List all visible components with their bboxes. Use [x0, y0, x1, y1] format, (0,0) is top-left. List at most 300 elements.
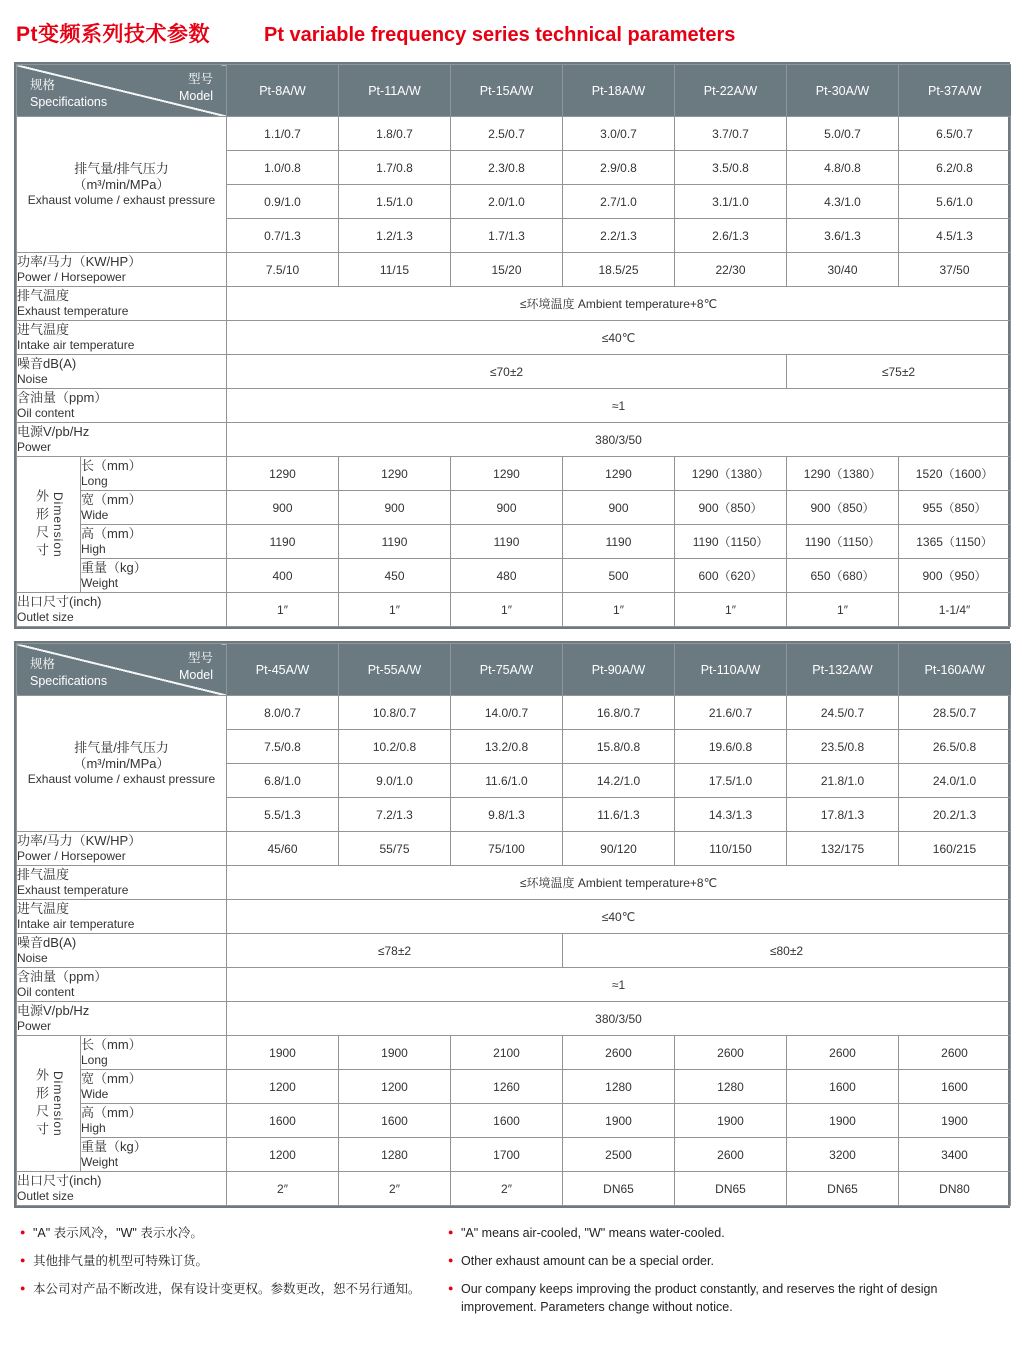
spec-table-1 — [14, 62, 1010, 629]
sublabel-en: High — [81, 542, 106, 557]
value-cell: ≈1 — [227, 968, 1011, 1002]
sublabel-en: Wide — [81, 1087, 109, 1102]
value-cell: 1″ — [451, 593, 563, 627]
row-label-outlet — [17, 1172, 227, 1206]
bullet-icon: ● — [20, 1254, 26, 1265]
sublabel-en: Weight — [81, 1155, 119, 1170]
value-cell: 4.3/1.0 — [787, 185, 899, 219]
value-cell: 400 — [227, 559, 339, 593]
spec-table — [16, 64, 1011, 627]
model-header-cell: Pt-37A/W — [899, 65, 1011, 117]
model-header-cell: Pt-132A/W — [787, 644, 899, 696]
value-cell: 1290（1380） — [787, 457, 899, 491]
row-label-exhaust-temp-zh: 排气温度 — [17, 287, 70, 303]
value-cell: 1600 — [451, 1104, 563, 1138]
value-cell: 1260 — [451, 1070, 563, 1104]
footnote-item — [20, 1224, 448, 1243]
table-row — [17, 1138, 1011, 1172]
sublabel-zh: 宽（mm） — [81, 491, 142, 507]
row-label-supply-en: Power — [17, 1019, 52, 1034]
value-cell: 2.5/0.7 — [451, 117, 563, 151]
volume-label-en: Exhaust volume / exhaust pressure — [27, 772, 216, 787]
bullet-icon: ● — [448, 1254, 454, 1265]
value-cell: 5.5/1.3 — [227, 798, 339, 832]
page-title — [16, 18, 1010, 48]
row-label-noise-en: Noise — [17, 951, 48, 966]
value-cell: 3.0/0.7 — [563, 117, 675, 151]
dimension-label-zh: 外形尺寸 — [34, 1067, 49, 1140]
row-label-high — [81, 525, 227, 559]
value-cell: 380/3/50 — [227, 423, 1011, 457]
table-row — [17, 968, 1011, 1002]
row-label-supply-zh: 电源V/pb/Hz — [17, 423, 90, 439]
volume-label-en: Exhaust volume / exhaust pressure — [27, 193, 216, 208]
table-row — [17, 832, 1011, 866]
dimension-label-zh: 外形尺寸 — [34, 488, 49, 561]
row-label-oil-en: Oil content — [17, 985, 75, 1000]
value-cell: 500 — [563, 559, 675, 593]
value-cell: 1200 — [227, 1070, 339, 1104]
value-cell: 17.5/1.0 — [675, 764, 787, 798]
dimension-label-en: Dimension — [51, 1070, 65, 1137]
volume-label-zh: 排气量/排气压力 — [74, 739, 169, 755]
corner-spec — [30, 656, 107, 690]
value-cell: 900 — [339, 491, 451, 525]
row-label-exhaust-temp-en: Exhaust temperature — [17, 883, 129, 898]
table-row — [17, 696, 1011, 730]
row-label-oil-zh: 含油量（ppm） — [17, 389, 108, 405]
corner-model — [179, 650, 213, 684]
value-cell: 2.2/1.3 — [563, 219, 675, 253]
row-label-outlet — [17, 593, 227, 627]
value-cell: 480 — [451, 559, 563, 593]
table-row — [17, 1002, 1011, 1036]
row-label-outlet-en: Outlet size — [17, 610, 74, 625]
table-row — [17, 559, 1011, 593]
value-cell: 1600 — [899, 1070, 1011, 1104]
model-header-cell: Pt-160A/W — [899, 644, 1011, 696]
value-cell: 1290 — [563, 457, 675, 491]
table-row — [17, 491, 1011, 525]
value-cell: 1.8/0.7 — [339, 117, 451, 151]
table-row — [17, 593, 1011, 627]
footnote-text: "A" 表示风冷，"W" 表示水冷。 — [33, 1226, 203, 1240]
dimension-vertical-wrap — [17, 460, 80, 590]
row-label-oil-zh: 含油量（ppm） — [17, 968, 108, 984]
value-cell: 900（850） — [675, 491, 787, 525]
page-title-en: Pt variable frequency series technical parameters — [264, 24, 736, 46]
footnote-item — [448, 1224, 1010, 1243]
spec-table-2 — [14, 641, 1010, 1208]
value-cell: 1″ — [563, 593, 675, 627]
value-cell: 26.5/0.8 — [899, 730, 1011, 764]
bullet-icon: ● — [20, 1227, 26, 1237]
value-cell: 9.0/1.0 — [339, 764, 451, 798]
value-cell: 4.5/1.3 — [899, 219, 1011, 253]
value-cell: 1900 — [899, 1104, 1011, 1138]
table-row — [17, 389, 1011, 423]
row-label-outlet-zh: 出口尺寸(inch) — [17, 593, 102, 609]
value-cell: 3.5/0.8 — [675, 151, 787, 185]
value-cell: 21.6/0.7 — [675, 696, 787, 730]
corner-spec-en: Specifications — [30, 674, 108, 689]
table-row — [17, 287, 1011, 321]
sublabel-zh: 长（mm） — [81, 457, 142, 473]
header-row — [17, 65, 1011, 117]
sublabel-en: Wide — [81, 508, 109, 523]
corner-cell — [17, 644, 227, 696]
value-cell: 2600 — [787, 1036, 899, 1070]
row-label-exhaust-temp — [17, 866, 227, 900]
value-cell: 1290 — [339, 457, 451, 491]
volume-label-unit: （m³/min/MPa） — [73, 177, 170, 192]
value-cell: 900（850） — [787, 491, 899, 525]
value-cell: 2″ — [339, 1172, 451, 1206]
row-label-power-en: Power / Horsepower — [17, 849, 126, 864]
row-label-exhaust-temp-en: Exhaust temperature — [17, 304, 129, 319]
value-cell: 1″ — [787, 593, 899, 627]
table-row — [17, 423, 1011, 457]
value-cell: 1290（1380） — [675, 457, 787, 491]
value-cell: 1280 — [339, 1138, 451, 1172]
row-label-high — [81, 1104, 227, 1138]
footnote-text: "A" means air-cooled, "W" means water-cooled. — [461, 1226, 725, 1240]
bullet-icon: ● — [448, 1227, 454, 1237]
value-cell: 1200 — [227, 1138, 339, 1172]
row-label-supply — [17, 1002, 227, 1036]
value-cell: 1900 — [339, 1036, 451, 1070]
row-label-intake-temp-zh: 进气温度 — [17, 900, 70, 916]
value-cell: 1900 — [227, 1036, 339, 1070]
row-label-oil-en: Oil content — [17, 406, 75, 421]
row-label-oil — [17, 968, 227, 1002]
value-cell: 2.3/0.8 — [451, 151, 563, 185]
value-cell: 7.5/10 — [227, 253, 339, 287]
value-cell: 900 — [227, 491, 339, 525]
footnotes-chinese — [20, 1224, 448, 1326]
footnote-item — [448, 1252, 1010, 1271]
value-cell: 2.7/1.0 — [563, 185, 675, 219]
value-cell: 2600 — [675, 1036, 787, 1070]
row-label-weight — [81, 1138, 227, 1172]
value-cell: 24.0/1.0 — [899, 764, 1011, 798]
row-label-volume — [17, 696, 227, 832]
value-cell: 1190 — [563, 525, 675, 559]
value-cell: 1700 — [451, 1138, 563, 1172]
row-label-noise — [17, 355, 227, 389]
bullet-icon: ● — [448, 1282, 454, 1293]
value-cell: ≤40℃ — [227, 321, 1011, 355]
footnote-text: Our company keeps improving the product constantly, and reserves the right of design improvement. Parameters change without notice. — [461, 1281, 938, 1315]
bullet-icon: ● — [20, 1282, 26, 1293]
value-cell: 20.2/1.3 — [899, 798, 1011, 832]
row-label-wide — [81, 1070, 227, 1104]
model-header-cell: Pt-110A/W — [675, 644, 787, 696]
corner-model-zh: 型号 — [187, 651, 213, 665]
value-cell: 955（850） — [899, 491, 1011, 525]
value-cell: 2600 — [675, 1138, 787, 1172]
table-row — [17, 321, 1011, 355]
value-cell: 1280 — [675, 1070, 787, 1104]
sublabel-en: Long — [81, 474, 108, 489]
value-cell: 1900 — [563, 1104, 675, 1138]
value-cell: 2100 — [451, 1036, 563, 1070]
value-cell: 650（680） — [787, 559, 899, 593]
sublabel-zh: 宽（mm） — [81, 1070, 142, 1086]
model-header-cell: Pt-30A/W — [787, 65, 899, 117]
footnote-text: 其他排气量的机型可特殊订货。 — [33, 1253, 209, 1268]
value-cell: ≤环境温度 Ambient temperature+8℃ — [227, 287, 1011, 321]
value-cell: 1.7/1.3 — [451, 219, 563, 253]
row-label-power-zh: 功率/马力（KW/HP） — [17, 832, 142, 848]
table-row — [17, 253, 1011, 287]
value-cell: 1365（1150） — [899, 525, 1011, 559]
row-label-outlet-zh: 出口尺寸(inch) — [17, 1172, 102, 1188]
footnote-text: Other exhaust amount can be a special order. — [461, 1253, 714, 1268]
value-cell: ≤80±2 — [563, 934, 1011, 968]
row-label-supply-zh: 电源V/pb/Hz — [17, 1002, 90, 1018]
value-cell: ≤78±2 — [227, 934, 563, 968]
dimension-vertical-label — [17, 457, 81, 593]
value-cell: 6.5/0.7 — [899, 117, 1011, 151]
row-label-power — [17, 253, 227, 287]
value-cell: ≈1 — [227, 389, 1011, 423]
value-cell: 9.8/1.3 — [451, 798, 563, 832]
value-cell: 90/120 — [563, 832, 675, 866]
row-label-exhaust-temp-zh: 排气温度 — [17, 866, 70, 882]
dimension-label-en: Dimension — [51, 491, 65, 558]
table-row — [17, 355, 1011, 389]
value-cell: 1.5/1.0 — [339, 185, 451, 219]
value-cell: 1190（1150） — [787, 525, 899, 559]
value-cell: 5.0/0.7 — [787, 117, 899, 151]
table-row — [17, 866, 1011, 900]
value-cell: 0.9/1.0 — [227, 185, 339, 219]
row-label-supply — [17, 423, 227, 457]
value-cell: 1280 — [563, 1070, 675, 1104]
table-row — [17, 117, 1011, 151]
value-cell: 1.7/0.8 — [339, 151, 451, 185]
value-cell: 55/75 — [339, 832, 451, 866]
value-cell: 1190（1150） — [675, 525, 787, 559]
value-cell: 1520（1600） — [899, 457, 1011, 491]
value-cell: DN65 — [675, 1172, 787, 1206]
spec-tables-container — [14, 62, 1010, 1208]
model-header-cell: Pt-55A/W — [339, 644, 451, 696]
corner-model-en: Model — [178, 88, 213, 103]
value-cell: 1900 — [675, 1104, 787, 1138]
table-row — [17, 900, 1011, 934]
value-cell: ≤环境温度 Ambient temperature+8℃ — [227, 866, 1011, 900]
row-label-intake-temp-en: Intake air temperature — [17, 917, 135, 932]
row-label-power-en: Power / Horsepower — [17, 270, 126, 285]
value-cell: 3.6/1.3 — [787, 219, 899, 253]
row-label-long — [81, 1036, 227, 1070]
row-label-oil — [17, 389, 227, 423]
corner-spec-zh: 规格 — [30, 657, 56, 672]
table-row — [17, 1172, 1011, 1206]
corner-cell — [17, 65, 227, 117]
value-cell: 14.0/0.7 — [451, 696, 563, 730]
footnotes-english — [448, 1224, 1010, 1326]
value-cell: ≤75±2 — [787, 355, 1011, 389]
value-cell: 0.7/1.3 — [227, 219, 339, 253]
value-cell: 11.6/1.3 — [563, 798, 675, 832]
sublabel-zh: 长（mm） — [81, 1036, 142, 1052]
value-cell: 2600 — [899, 1036, 1011, 1070]
value-cell: DN65 — [787, 1172, 899, 1206]
value-cell: 24.5/0.7 — [787, 696, 899, 730]
value-cell: 1600 — [227, 1104, 339, 1138]
row-label-wide — [81, 491, 227, 525]
header-row — [17, 644, 1011, 696]
value-cell: 900 — [451, 491, 563, 525]
sublabel-zh: 重量（kg） — [81, 1138, 147, 1154]
value-cell: 8.0/0.7 — [227, 696, 339, 730]
value-cell: 1600 — [339, 1104, 451, 1138]
value-cell: 1″ — [227, 593, 339, 627]
value-cell: 380/3/50 — [227, 1002, 1011, 1036]
value-cell: 1190 — [451, 525, 563, 559]
value-cell: 13.2/0.8 — [451, 730, 563, 764]
dimension-vertical-label — [17, 1036, 81, 1172]
value-cell: 3.7/0.7 — [675, 117, 787, 151]
value-cell: 1.1/0.7 — [227, 117, 339, 151]
value-cell: 1200 — [339, 1070, 451, 1104]
row-label-intake-temp — [17, 900, 227, 934]
value-cell: 1″ — [675, 593, 787, 627]
value-cell: 450 — [339, 559, 451, 593]
corner-model-zh: 型号 — [187, 72, 213, 86]
sublabel-en: Long — [81, 1053, 108, 1068]
value-cell: 1190 — [339, 525, 451, 559]
value-cell: 2″ — [227, 1172, 339, 1206]
row-label-noise-zh: 噪音dB(A) — [17, 355, 77, 371]
row-label-intake-temp-zh: 进气温度 — [17, 321, 70, 337]
footnote-text: 本公司对产品不断改进，保有设计变更权。参数更改，恕不另行通知。 — [33, 1281, 421, 1296]
value-cell: 11/15 — [339, 253, 451, 287]
value-cell: 2500 — [563, 1138, 675, 1172]
value-cell: ≤40℃ — [227, 900, 1011, 934]
value-cell: 2″ — [451, 1172, 563, 1206]
value-cell: 11.6/1.0 — [451, 764, 563, 798]
row-label-volume — [17, 117, 227, 253]
row-label-weight — [81, 559, 227, 593]
value-cell: 7.2/1.3 — [339, 798, 451, 832]
value-cell: 600（620） — [675, 559, 787, 593]
value-cell: 1-1/4″ — [899, 593, 1011, 627]
value-cell: 160/215 — [899, 832, 1011, 866]
value-cell: DN65 — [563, 1172, 675, 1206]
value-cell: 1290 — [451, 457, 563, 491]
value-cell: 16.8/0.7 — [563, 696, 675, 730]
value-cell: 17.8/1.3 — [787, 798, 899, 832]
table-row — [17, 1070, 1011, 1104]
value-cell: 37/50 — [899, 253, 1011, 287]
row-label-power-zh: 功率/马力（KW/HP） — [17, 253, 142, 269]
value-cell: 15.8/0.8 — [563, 730, 675, 764]
value-cell: 2.6/1.3 — [675, 219, 787, 253]
table-row — [17, 934, 1011, 968]
value-cell: 2.9/0.8 — [563, 151, 675, 185]
value-cell: 45/60 — [227, 832, 339, 866]
value-cell: 2600 — [563, 1036, 675, 1070]
value-cell: ≤70±2 — [227, 355, 787, 389]
volume-label-zh: 排气量/排气压力 — [74, 160, 169, 176]
spec-table — [16, 643, 1011, 1206]
value-cell: 3.1/1.0 — [675, 185, 787, 219]
value-cell: 10.8/0.7 — [339, 696, 451, 730]
model-header-cell: Pt-11A/W — [339, 65, 451, 117]
row-label-exhaust-temp — [17, 287, 227, 321]
row-label-noise-zh: 噪音dB(A) — [17, 934, 77, 950]
table-row — [17, 1036, 1011, 1070]
value-cell: 6.2/0.8 — [899, 151, 1011, 185]
value-cell: 28.5/0.7 — [899, 696, 1011, 730]
row-label-intake-temp-en: Intake air temperature — [17, 338, 135, 353]
value-cell: 19.6/0.8 — [675, 730, 787, 764]
row-label-supply-en: Power — [17, 440, 52, 455]
model-header-cell: Pt-75A/W — [451, 644, 563, 696]
row-label-noise — [17, 934, 227, 968]
footnote-item — [448, 1280, 1010, 1318]
value-cell: 18.5/25 — [563, 253, 675, 287]
footnotes — [14, 1224, 1010, 1326]
value-cell: 15/20 — [451, 253, 563, 287]
value-cell: 23.5/0.8 — [787, 730, 899, 764]
value-cell: 10.2/0.8 — [339, 730, 451, 764]
value-cell: 900 — [563, 491, 675, 525]
value-cell: 30/40 — [787, 253, 899, 287]
value-cell: 21.8/1.0 — [787, 764, 899, 798]
dimension-vertical-wrap — [17, 1039, 80, 1169]
value-cell: DN80 — [899, 1172, 1011, 1206]
table-row — [17, 1104, 1011, 1138]
value-cell: 5.6/1.0 — [899, 185, 1011, 219]
corner-spec-zh: 规格 — [30, 78, 56, 93]
sublabel-zh: 重量（kg） — [81, 559, 147, 575]
corner-spec — [30, 77, 107, 111]
page-title-zh: Pt变频系列技术参数 — [16, 23, 210, 46]
value-cell: 1190 — [227, 525, 339, 559]
row-label-long — [81, 457, 227, 491]
corner-model-en: Model — [178, 667, 213, 682]
volume-label-unit: （m³/min/MPa） — [73, 756, 170, 771]
sublabel-zh: 高（mm） — [81, 525, 142, 541]
value-cell: 900（950） — [899, 559, 1011, 593]
value-cell: 3200 — [787, 1138, 899, 1172]
model-header-cell: Pt-90A/W — [563, 644, 675, 696]
footnote-item — [20, 1280, 448, 1299]
value-cell: 1.2/1.3 — [339, 219, 451, 253]
value-cell: 14.3/1.3 — [675, 798, 787, 832]
row-label-power — [17, 832, 227, 866]
sublabel-en: Weight — [81, 576, 119, 591]
row-label-intake-temp — [17, 321, 227, 355]
model-header-cell: Pt-15A/W — [451, 65, 563, 117]
corner-spec-en: Specifications — [30, 95, 108, 110]
value-cell: 2.0/1.0 — [451, 185, 563, 219]
value-cell: 132/175 — [787, 832, 899, 866]
value-cell: 1290 — [227, 457, 339, 491]
row-label-outlet-en: Outlet size — [17, 1189, 74, 1204]
table-row — [17, 525, 1011, 559]
sublabel-zh: 高（mm） — [81, 1104, 142, 1120]
value-cell: 3400 — [899, 1138, 1011, 1172]
model-header-cell: Pt-45A/W — [227, 644, 339, 696]
model-header-cell: Pt-18A/W — [563, 65, 675, 117]
value-cell: 1.0/0.8 — [227, 151, 339, 185]
